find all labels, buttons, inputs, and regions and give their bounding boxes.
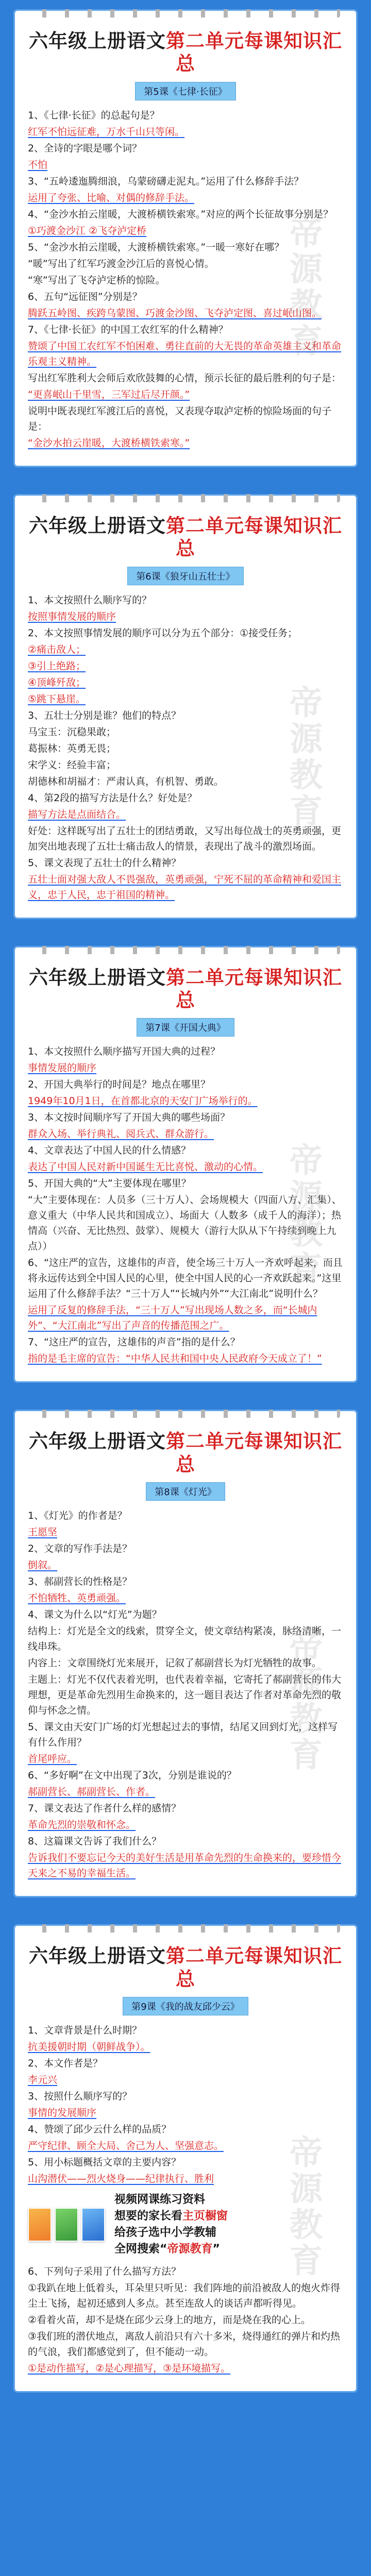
question-text: 5、课文表现了五壮士的什么精神？ — [28, 857, 181, 869]
answer-text: 郝副营长、郝副营长、作者。 — [28, 1786, 156, 1798]
answer-text: 倒叙。 — [28, 1560, 58, 1571]
question-text: 4、“金沙水拍云崖暖，大渡桥横铁索寒。”对应的两个长征故事分别是？ — [28, 208, 333, 220]
answer-text: 抗美援朝时期（朝鲜战争）。 — [28, 2041, 150, 2053]
card-title-prefix: 六年级上册语文 — [29, 514, 166, 537]
answer-text: 不怕 — [28, 159, 48, 171]
answer-text: 指的是毛主席的宣告：“中华人民共和国中央人民政府今天成立了！” — [28, 1353, 322, 1365]
question-text: 3、“五岭逶迤腾细浪，乌蒙磅礴走泥丸。”运用了什么修辞手法？ — [28, 175, 304, 187]
question-text: 6、“多好啊”在文中出现了3次，分别是谁说的？ — [28, 1770, 237, 1782]
lesson-badge-wrap — [28, 82, 343, 100]
answer-text: 告诉我们不要忘记今天的美好生活是用革命先烈的生命换来的，要珍惜今天来之不易的幸福生活。 — [28, 1852, 342, 1879]
watermark-text: 帝源教育 — [284, 685, 322, 829]
answer-text: 运用了反复的修辞手法，“三十万人”写出现场人数之多，而“长城内外”、“大江南北”写出了声音的传播范围之广。 — [28, 1304, 317, 1332]
promo-highlight: 主页橱窗 — [182, 2209, 228, 2223]
question-text: ②看着火苗，却不是烧在邱少云身上的地方，而是烧在我的心上。 — [28, 2314, 311, 2326]
card-title-prefix: 六年级上册语文 — [29, 30, 166, 52]
question-text: 4、赞颂了邱少云什么样的品质？ — [28, 2123, 172, 2135]
card-title-highlight: 第二单元每课知识汇总 — [166, 1430, 342, 1476]
lesson-badge: 第9课《我的战友邱少云》 — [123, 1997, 248, 2015]
question-text: 马宝玉：沉稳果敢； — [28, 726, 116, 738]
question-text: 3、五壮士分别是谁？他们的特点？ — [28, 709, 181, 721]
card-title — [28, 515, 343, 561]
question-text: ③我们班的潜伏地点，离敌人前沿只有六十多米，烧得通红的弹片和灼热的气浪，我们都感觉到了，但不能动一动。 — [28, 2330, 341, 2358]
answer-text: 山沟潜伏——烈火烧身——纪律执行、胜利 — [28, 2173, 214, 2184]
answer-text: ④顶峰歼敌； — [28, 676, 86, 688]
promo-line — [114, 2208, 228, 2225]
question-text: 胡德林和胡福才：严肃认真，有机智、勇敢。 — [28, 775, 224, 787]
lesson-card — [13, 1924, 358, 2393]
promo-line: 给孩子选中小学教辅 — [114, 2226, 217, 2239]
lesson-card — [13, 1410, 358, 1897]
question-text: 5、开国大典的“大”主要体现在哪里？ — [28, 1178, 191, 1190]
lesson-badge: 第6课《狼牙山五壮士》 — [127, 567, 243, 585]
answer-text: 群众入场、举行典礼、阅兵式、群众游行。 — [28, 1128, 214, 1140]
answer-text: 描写方法是点面结合。 — [28, 808, 126, 820]
lesson-card — [13, 494, 358, 919]
promo-text — [114, 2192, 228, 2258]
question-text: “暖”写出了红军巧渡金沙江后的喜悦心情。 — [28, 258, 214, 269]
card-title-prefix: 六年级上册语文 — [29, 966, 166, 989]
answer-text: ⑤跳下悬崖。 — [28, 693, 86, 705]
promo-line: 视频网课练习资料 — [114, 2193, 206, 2206]
card-title — [28, 1945, 343, 1991]
lesson-card — [13, 9, 358, 467]
book-cover-icons — [28, 2208, 105, 2242]
answer-text: 五壮士面对强大敌人不畏强敌，英勇顽强，宁死不屈的革命精神和爱国主义，忠于人民，忠于祖国的精神。 — [28, 873, 342, 901]
answer-text: 严守纪律、顾全大局、舍己为人、坚强意志。 — [28, 2140, 224, 2151]
question-text: 写出红军胜利大会师后欢欣鼓舞的心情，预示长征的最后胜利的句子是： — [28, 372, 342, 384]
answer-text: 王愿坚 — [28, 1527, 58, 1538]
lesson-badge-wrap — [28, 567, 343, 585]
watermark-text: 帝源教育 — [284, 1629, 322, 1774]
lesson-badge-wrap — [28, 1997, 343, 2015]
question-text: “大”主要体现在：人员多（三十万人）、会场规模大（四面八方、汇集）、意义重大（中华人民共和国成立）、场面大（人数多（成千人的海洋）；热情高（兴奋、无比热烈、鼓掌）、规模大（游行大队从下午持续到晚上九点）） — [28, 1194, 342, 1252]
question-text: 说明中既表现红军渡江后的喜悦，又表现夺取泸定桥的惊险场面的句子是： — [28, 405, 332, 432]
promo-span: 想要的家长看 — [114, 2209, 183, 2223]
question-text: 7、《七律·长征》的中国工农红军的什么精神？ — [28, 324, 228, 335]
card-title-prefix: 六年级上册语文 — [29, 1430, 166, 1453]
card-title — [28, 967, 343, 1012]
question-text: 6、五句“远征图”分别是？ — [28, 291, 142, 302]
answer-text: 腾跃五岭图、疾跨乌蒙图、巧渡金沙图、飞夺泸定图、喜过岷山图。 — [28, 307, 322, 319]
promo-banner[interactable] — [28, 2192, 343, 2258]
card-title-highlight: 第二单元每课知识汇总 — [166, 30, 342, 75]
answer-text: 红军不怕远征难，万水千山只等闲。 — [28, 126, 185, 138]
book-icon — [55, 2208, 78, 2242]
promo-span: ” — [212, 2242, 220, 2256]
question-text: 3、按照什么顺序写的？ — [28, 2090, 132, 2102]
question-text: 1、本文按照什么顺序写的？ — [28, 594, 152, 606]
question-text: 2、本文按照事情发展的顺序可以分为五个部分：①接受任务； — [28, 627, 298, 639]
question-text: 1、《灯光》的作者是？ — [28, 1510, 127, 1522]
answer-text: ①是动作描写，②是心理描写，③是环境描写。 — [28, 2362, 231, 2374]
question-text: 3、郝副营长的性格是？ — [28, 1576, 132, 1588]
answer-text: ①巧渡金沙江 ②飞夺泸定桥 — [28, 225, 147, 236]
question-text: 4、课文为什么以“灯光”为题？ — [28, 1609, 162, 1621]
answer-text: ③引上绝路； — [28, 660, 86, 672]
answer-text: 事情发展的顺序 — [28, 1062, 97, 1074]
question-text: 结构上：灯光是全文的线索，贯穿全文，使文章结构紧凑，脉络清晰，一线串珠。 — [28, 1625, 342, 1653]
question-text: 6、“这庄严的宣告，这雄伟的声音，使全场三十万人一齐欢呼起来，而且将永远传达到全中国人民的心里，使全中国人民的心一齐欢跃起来。”这里运用了什么修辞手法？“三十万人”“长城内外”“大江南北”说明什么？ — [28, 1257, 343, 1300]
question-text: 4、第2段的描写方法是什么？好处是？ — [28, 792, 197, 804]
lesson-badge: 第7课《开国大典》 — [137, 1018, 234, 1037]
card-title-highlight: 第二单元每课知识汇总 — [166, 514, 342, 560]
question-text: 宋学义：经验丰富； — [28, 759, 116, 771]
card-title — [28, 1430, 343, 1476]
question-text: “寒”写出了飞夺泸定桥的惊险。 — [28, 274, 165, 286]
question-text: 1、文章背景是什么时期？ — [28, 2024, 142, 2036]
lesson-badge-wrap — [28, 1482, 343, 1501]
lesson-badge-wrap — [28, 1018, 343, 1037]
question-text: 8、这篇课文告诉了我们什么？ — [28, 1836, 162, 1848]
question-text: 5、“金沙水拍云崖暖，大渡桥横铁索寒。”一暖一寒好在哪？ — [28, 241, 284, 253]
answer-text: 运用了夸张、比喻、对偶的修辞手法。 — [28, 192, 195, 204]
card-title-highlight: 第二单元每课知识汇总 — [166, 966, 342, 1011]
answer-text: 首尾呼应。 — [28, 1753, 77, 1765]
question-text: ①我趴在地上低着头，耳朵里只听见：我们阵地的前沿被敌人的炮火炸得尘土飞扬，起初还感到人多点。甚至连敌人的谈话声都听得见。 — [28, 2282, 341, 2309]
promo-line — [114, 2241, 228, 2258]
page — [13, 9, 358, 2393]
question-text: 6、下列句子采用了什么描写方法？ — [28, 2265, 181, 2277]
answer-text: 李元兴 — [28, 2074, 58, 2086]
watermark-text: 帝源教育 — [284, 1142, 322, 1287]
lesson-badge: 第8课《灯光》 — [146, 1482, 225, 1501]
question-text: 2、文章的写作手法是？ — [28, 1543, 132, 1555]
question-text: 2、全诗的字眼是哪个词？ — [28, 142, 142, 154]
watermark-text: 帝源教育 — [284, 215, 322, 360]
question-text: 7、“这庄严的宣告，这雄伟的声音”指的是什么？ — [28, 1336, 240, 1348]
question-text: 内容上：文章围绕灯光来展开，记叙了郝副营长为灯光牺牲的故事。 — [28, 1657, 322, 1669]
promo-highlight: 帝源教育 — [167, 2242, 213, 2256]
lesson-badge: 第5课《七律·长征》 — [135, 82, 235, 100]
question-text: 4、文章表达了中国人民的什么情感？ — [28, 1145, 191, 1157]
card-title-prefix: 六年级上册语文 — [29, 1945, 166, 1968]
answer-text: 事情的发展顺序 — [28, 2107, 97, 2119]
answer-text: 不怕牺牲、英勇顽强。 — [28, 1592, 126, 1604]
question-text: 主题上：灯光不仅代表着光明，也代表着幸福，它寄托了郝副营长的伟大理想，更是革命先烈用生命换来的，这一题目表达了作者对革命先烈的敬仰与怀念之情。 — [28, 1674, 342, 1717]
question-text: 5、课文由天安门广场的灯光想起过去的事情，结尾又回到灯光，这样写有什么作用？ — [28, 1721, 338, 1749]
card-title-highlight: 第二单元每课知识汇总 — [166, 1945, 342, 1990]
question-text: 5、用小标题概括文章的主要内容？ — [28, 2156, 181, 2168]
watermark-text: 帝源教育 — [284, 2135, 322, 2280]
question-text: 1、本文按照什么顺序描写开国大典的过程？ — [28, 1046, 221, 1058]
question-text: 好处：这样既写出了五壮士的团结勇敢，又写出每位战士的英勇顽强，更加突出地表现了五壮士痛击敌人的情景，表现出了战斗的激烈场面。 — [28, 825, 342, 852]
answer-text: “金沙水拍云崖暖，大渡桥横铁索寒。” — [28, 437, 190, 449]
question-text: 3、本文按时间顺序写了开国大典的哪些场面？ — [28, 1112, 230, 1124]
answer-text: ②痛击敌人； — [28, 643, 86, 655]
question-text: 7、课文表达了作者什么样的感情？ — [28, 1803, 181, 1815]
answer-text: 1949年10月1日，在首都北京的天安门广场举行的。 — [28, 1095, 258, 1107]
question-text: 2、开国大典举行的时间是？地点在哪里？ — [28, 1079, 211, 1091]
question-text: 葛振林：英勇无畏； — [28, 742, 116, 754]
answer-text: 赞颂了中国工农红军不怕困难、勇往直前的大无畏的革命英雄主义和革命乐观主义精神。 — [28, 340, 342, 367]
question-text: 1、《七律·长征》的总起句是？ — [28, 109, 160, 121]
book-icon — [28, 2208, 52, 2242]
lesson-card — [13, 946, 358, 1383]
answer-text: 革命先烈的崇敬和怀念。 — [28, 1819, 136, 1831]
question-text: 2、本文作者是？ — [28, 2057, 103, 2069]
answer-text: 按照事情发展的顺序 — [28, 611, 116, 622]
promo-span: 全网搜索“ — [114, 2242, 167, 2256]
answer-text: 表达了中国人民对新中国诞生无比喜悦、激动的心情。 — [28, 1161, 263, 1173]
book-icon — [81, 2208, 105, 2242]
card-title — [28, 30, 343, 76]
answer-text: “更喜岷山千里雪，三军过后尽开颜。” — [28, 388, 190, 400]
